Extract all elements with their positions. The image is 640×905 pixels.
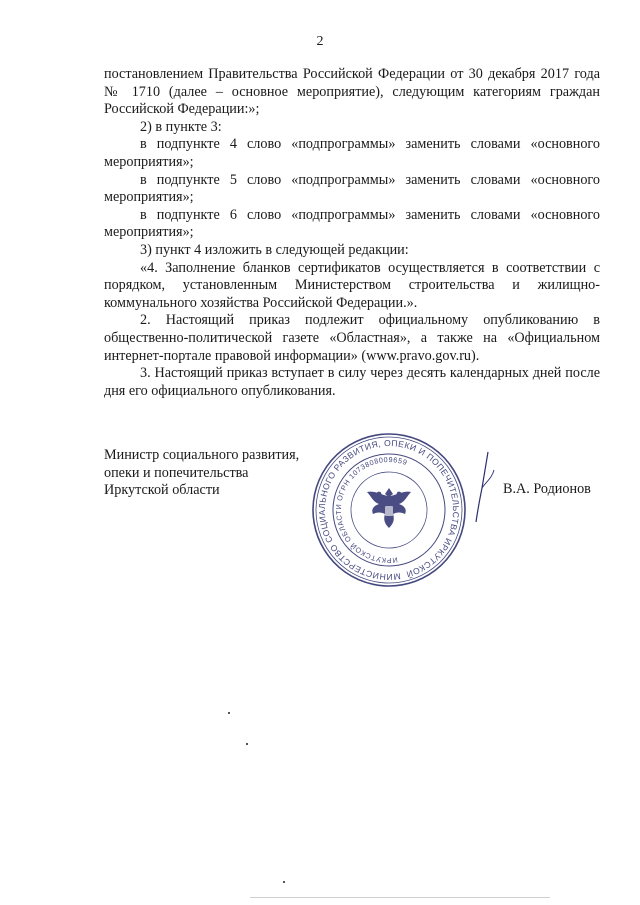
scan-edge-line [250,897,550,898]
paragraph-publication: 2. Настоящий приказ подлежит официальному опубликованию в общественно-политической газете «Областная», а также на «Официальном интернет-портале правовой информации» (www.pravo.gov.ru). [104,312,600,364]
scan-speck [246,743,248,745]
signatory-name: В.А. Родионов [503,481,591,497]
paragraph-subitem-6: в подпункте 6 слово «подпрограммы» заменить словами «основного мероприятия»; [104,206,600,241]
scan-speck [228,712,230,714]
signatory-title-line: опеки и попечительства [104,464,249,481]
paragraph-effective-date: 3. Настоящий приказ вступает в силу через десять календарных дней после дня его официального опубликования. [104,365,600,399]
paragraph-subitem-4: в подпункте 4 слово «подпрограммы» заменить словами «основного мероприятия»; [104,136,600,170]
official-seal [309,430,469,590]
seal-inner-text: ИРКУТСКОЙ ОБЛАСТИ ОГРН 1073808009659 [333,454,409,566]
seal-outer-text: МИНИСТЕРСТВО СОЦИАЛЬНОГО РАЗВИТИЯ, ОПЕКИ И ПОПЕЧИТЕЛЬСТВА ИРКУТСКОЙ [316,437,462,583]
signatory-title [104,447,299,500]
paragraph-continuation: постановлением Правительства Российской Федерации от 30 декабря 2017 года № 1710 (далее – основное мероприятие), следующим категориям граждан Российской Федерации:»; [104,66,600,118]
document-body [104,66,600,400]
page-number: 2 [316,34,324,49]
paragraph-subitem-5: в подпункте 5 слово «подпрограммы» заменить словами «основного мероприятия»; [104,171,600,206]
scan-speck [283,881,285,883]
signatory-title-line: Иркутской области [104,482,220,499]
signatory-title-line: Министр социального развития, [104,447,300,463]
paragraph-item-2: 2) в пункте 3: [140,118,222,135]
paragraph-item-3: 3) пункт 4 изложить в следующей редакции: [140,241,409,258]
coat-of-arms-emblem [367,488,411,528]
paragraph-quote-4: «4. Заполнение бланков сертификатов осуществляется в соответствии с порядком, установленным Министерством строительства и жилищно-коммунального хозяйства Российской Федерации.». [104,259,600,311]
handwritten-signature [466,448,506,528]
